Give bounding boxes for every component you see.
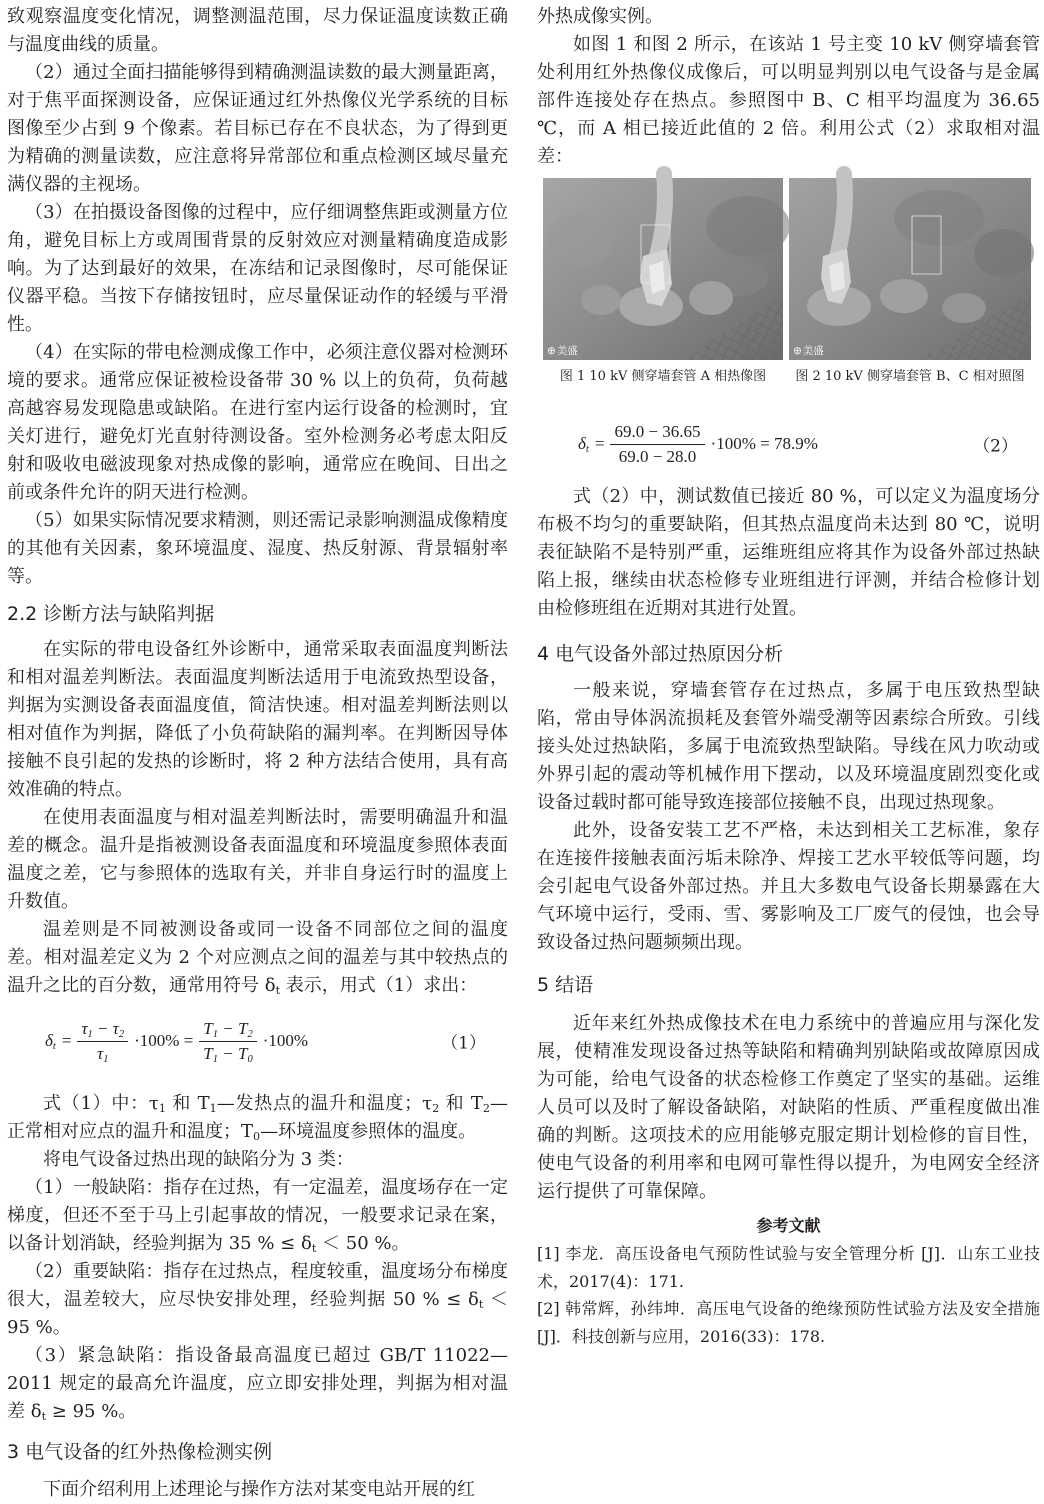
fraction-numerator: $\tau_1 - \tau_2$ [77, 1019, 128, 1042]
fraction-numerator: $T_1 - T_2$ [199, 1019, 256, 1042]
body-paragraph: 外热成像实例。 [537, 6, 663, 27]
subscript: 1 [158, 1102, 166, 1116]
equation-tail: ·100% = 78.9% [710, 434, 818, 453]
list-item: （3）在拍摄设备图像的过程中，应仔细调整焦距或测量方位角，避免目标上方或周围背景的反射效应对测量精确度造成影响。为了达到最好的效果，在冻结和记录图像时，尽可能保证仪器平稳。当按下存储按钮时，应尽量保证动作的轻缓与平滑性。 [7, 202, 508, 335]
thermal-image-graphic [543, 178, 783, 360]
body-paragraph: 此外，设备安装工艺不严格，未达到相关工艺标准，象存在连接件接触表面污垢未除净、焊接工艺水平较低等问题，均会引起电气设备外部过热。并且大多数电气设备长期暴露在大气环境中运行，受雨、雪、雾影响及工厂废气的侵蚀，也会导致设备过热问题频频出现。 [537, 820, 1040, 953]
subscript: 1 [212, 1028, 219, 1040]
subscript: t [52, 1040, 56, 1052]
thermal-image-bc-phase [789, 178, 1031, 360]
fraction-denominator: $\tau_1$ [97, 1043, 109, 1065]
subscript: t [41, 1410, 47, 1424]
subscript: 1 [87, 1028, 93, 1040]
body-paragraph: 式（2）中，测试数值已接近 80 %，可以定义为温度场分布极不均匀的重要缺陷，但其热点温度尚未达到 80 ℃，说明表征缺陷不是特别严重，运维班组应将其作为设备外部过热缺陷上报，继续由状态检修专业班组进行评测，并结合检修计划由检修班组在近期对其进行处置。 [537, 486, 1040, 619]
circle-plus-icon: ⊕ [793, 345, 802, 357]
body-paragraph: 温差则是不同被测设备或同一设备不同部位之间的温度差。相对温差定义为 2 个对应测点之间的温差与其中较热点的温升之比的百分数，通常用符号 $\delta_t$ 表示，用式（1）求出： [7, 919, 508, 998]
body-paragraph: 式（1）中：$\tau_1$ 和 $T_1—$发热点的温升和温度；$\tau_2$ 和 $T_2—$正常相对应点的温升和温度；$T_0—$环境温度参照体的温度。 [7, 1093, 508, 1144]
body-paragraph: 在实际的带电设备红外诊断中，通常采取表面温度判断法和相对温差判断法。表面温度判断法适用于电流致热型设备，判据为实测设备表面温度值，简洁快速。相对温差判断法则以相对值作为判据，降低了小负荷缺陷的漏判率。在判断因导体接触不良引起的发热的诊断时，将 2 种方法结合使用，具有高效准确的特点。 [7, 639, 508, 800]
section-heading-5: 5 结语 [537, 974, 594, 996]
list-item: （1）一般缺陷：指存在过热，有一定温差，温度场存在一定梯度，但还不至于马上引起事故的情况，一般要求记录在案，以备计划消缺，经验判据为 35 % ≤ $\delta_t < 50$ %。 [7, 1177, 508, 1256]
watermark [793, 345, 824, 357]
subscript: 1 [103, 1053, 109, 1065]
reference-item: [2] 韩常辉，孙纬坤．高压电气设备的绝缘预防性试验方法及安全措施 [J]．科技创新与应用，2016(33)：178. [537, 1299, 1040, 1347]
fraction-denominator: $T_1 - T_0$ [203, 1043, 253, 1065]
thermal-image-graphic [789, 178, 1031, 360]
equation-middle: ·100% = [134, 1031, 194, 1050]
subscript: 2 [118, 1028, 125, 1040]
figure-1-caption: 图 1 10 kV 侧穿墙套管 A 相热像图 [559, 369, 767, 384]
equation-number: （1） [441, 1033, 486, 1054]
subscript: 0 [247, 1053, 253, 1065]
subscript: t [478, 1298, 484, 1312]
fraction [77, 1019, 128, 1064]
figure-captions [543, 368, 1040, 386]
fraction-denominator: 69.0 − 28.0 [618, 446, 697, 466]
equation-tail: ·100% [262, 1031, 309, 1050]
equation-number: （2） [973, 436, 1018, 457]
body-paragraph: 致观察温度变化情况，调整测温范围，尽力保证温度读数正确与温度曲线的质量。 [7, 6, 508, 55]
section-heading-4: 4 电气设备外部过热原因分析 [537, 643, 784, 665]
subscript: 2 [432, 1102, 440, 1116]
watermark [547, 345, 578, 357]
watermark-text: 美盛 [556, 345, 578, 357]
equals-sign: = [61, 1031, 72, 1050]
thermal-image-a-phase [543, 178, 783, 360]
subscript: 2 [482, 1102, 490, 1116]
subscript: 1 [209, 1102, 217, 1116]
body-paragraph: 如图 1 和图 2 所示，在该站 1 号主变 10 kV 侧穿墙套管处利用红外热像仪成像后，可以明显判别以电气设备与是金属部件连接处存在热点。参照图中 B、C 相平均温度为 36.65 ℃，而 A 相已接近此值的 2 倍。利用公式（2）求取相对温差： [537, 34, 1040, 167]
list-item: （3）紧急缺陷：指设备最高温度已超过 GB/T 11022—2011 规定的最高允许温度，应立即安排处理，判据为相对温差 $\delta_t \ge 95$ %。 [7, 1345, 508, 1424]
equation-lhs: $\delta_t$ [45, 1031, 56, 1052]
subscript: 2 [247, 1028, 253, 1040]
list-item: （5）如果实际情况要求精测，则还需记录影响测温成像精度的其他有关因素，象环境温度、湿度、热反射源、背景辐射率等。 [7, 510, 508, 587]
body-paragraph: 下面介绍利用上述理论与操作方法对某变电站开展的红 [43, 1479, 475, 1500]
body-paragraph: 近年来红外热成像技术在电力系统中的普遍应用与深化发展，使精准发现设备过热等缺陷和精确判别缺陷或故障原因成为可能，给电气设备的状态检修工作奠定了坚实的基础。运维人员可以及时了解设备缺陷，对缺陷的性质、严重程度做出准确的判断。这项技术的应用能够克服定期计划检修的盲目性，使电气设备的利用率和电网可靠性得以提升，为电网安全经济运行提供了可靠保障。 [537, 1013, 1040, 1202]
body-paragraph: 一般来说，穿墙套管存在过热点，多属于电压致热型缺陷，常由导体涡流损耗及套管外端受潮等因素综合所致。引线接头处过热缺陷，多属于电流致热型缺陷。导线在风力吹动或外界引起的震动等机械作用下摆动，以及环境温度剧烈变化或设备过载时都可能导致连接部位接触不良，出现过热现象。 [537, 680, 1040, 813]
subscript: t [311, 1242, 317, 1256]
subscript: t [585, 443, 589, 455]
subscript: t [275, 984, 281, 998]
equation-2 [537, 416, 1040, 472]
left-column [7, 3, 508, 1500]
equation-1 [7, 1004, 508, 1078]
subscript: 1 [212, 1053, 219, 1065]
figure-2-caption: 图 2 10 kV 侧穿墙套管 B、C 相对照图 [795, 369, 1025, 384]
figure-row [543, 178, 1040, 360]
body-paragraph: 将电气设备过热出现的缺陷分为 3 类： [43, 1149, 354, 1170]
circle-plus-icon: ⊕ [547, 345, 556, 357]
fraction [199, 1019, 256, 1064]
subscript: 0 [253, 1130, 261, 1144]
fraction [610, 422, 704, 467]
reference-item: [1] 李龙．高压设备电气预防性试验与安全管理分析 [J]．山东工业技术，2017(4)：171. [537, 1244, 1040, 1291]
section-heading-2-2: 2.2 诊断方法与缺陷判据 [7, 603, 215, 625]
list-item: （4）在实际的带电检测成像工作中，必须注意仪器对检测环境的要求。通常应保证被检设备带 30 % 以上的负荷，负荷越高越容易发现隐患或缺陷。在进行室内运行设备的检测时，宜关灯进行，避免灯光直射待测设备。室外检测务必考虑太阳反射和吸收电磁波现象对热成像的影响，通常应在晚间、日出之前或条件允许的阴天进行检测。 [7, 342, 508, 503]
watermark-text: 美盛 [802, 345, 824, 357]
equals-sign: = [594, 434, 605, 453]
section-heading-3: 3 电气设备的红外热像检测实例 [7, 1441, 273, 1463]
right-column [537, 3, 1040, 1453]
fraction-numerator: 69.0 − 36.65 [610, 422, 704, 445]
references-title: 参考文献 [756, 1216, 821, 1235]
equation-lhs: $\delta_t$ [578, 434, 589, 455]
body-paragraph: 在使用表面温度与相对温差判断法时，需要明确温升和温差的概念。温升是指被测设备表面温度和环境温度参照体表面温度之差，它与参照体的选取有关，并非自身运行时的温度上升数值。 [7, 807, 508, 912]
list-item: （2）重要缺陷：指存在过热点，程度较重，温度场分布梯度很大，温差较大，应尽快安排处理，经验判据 50 % ≤ $\delta_t < 95$ %。 [7, 1261, 508, 1338]
list-item: （2）通过全面扫描能够得到精确测温读数的最大测量距离，对于焦平面探测设备，应保证通过红外热像仪光学系统的目标图像至少占到 9 个像素。若目标已存在不良状态，为了得到更为精确的测量读数，应注意将异常部位和重点检测区域尽量充满仪器的主视场。 [7, 62, 508, 195]
